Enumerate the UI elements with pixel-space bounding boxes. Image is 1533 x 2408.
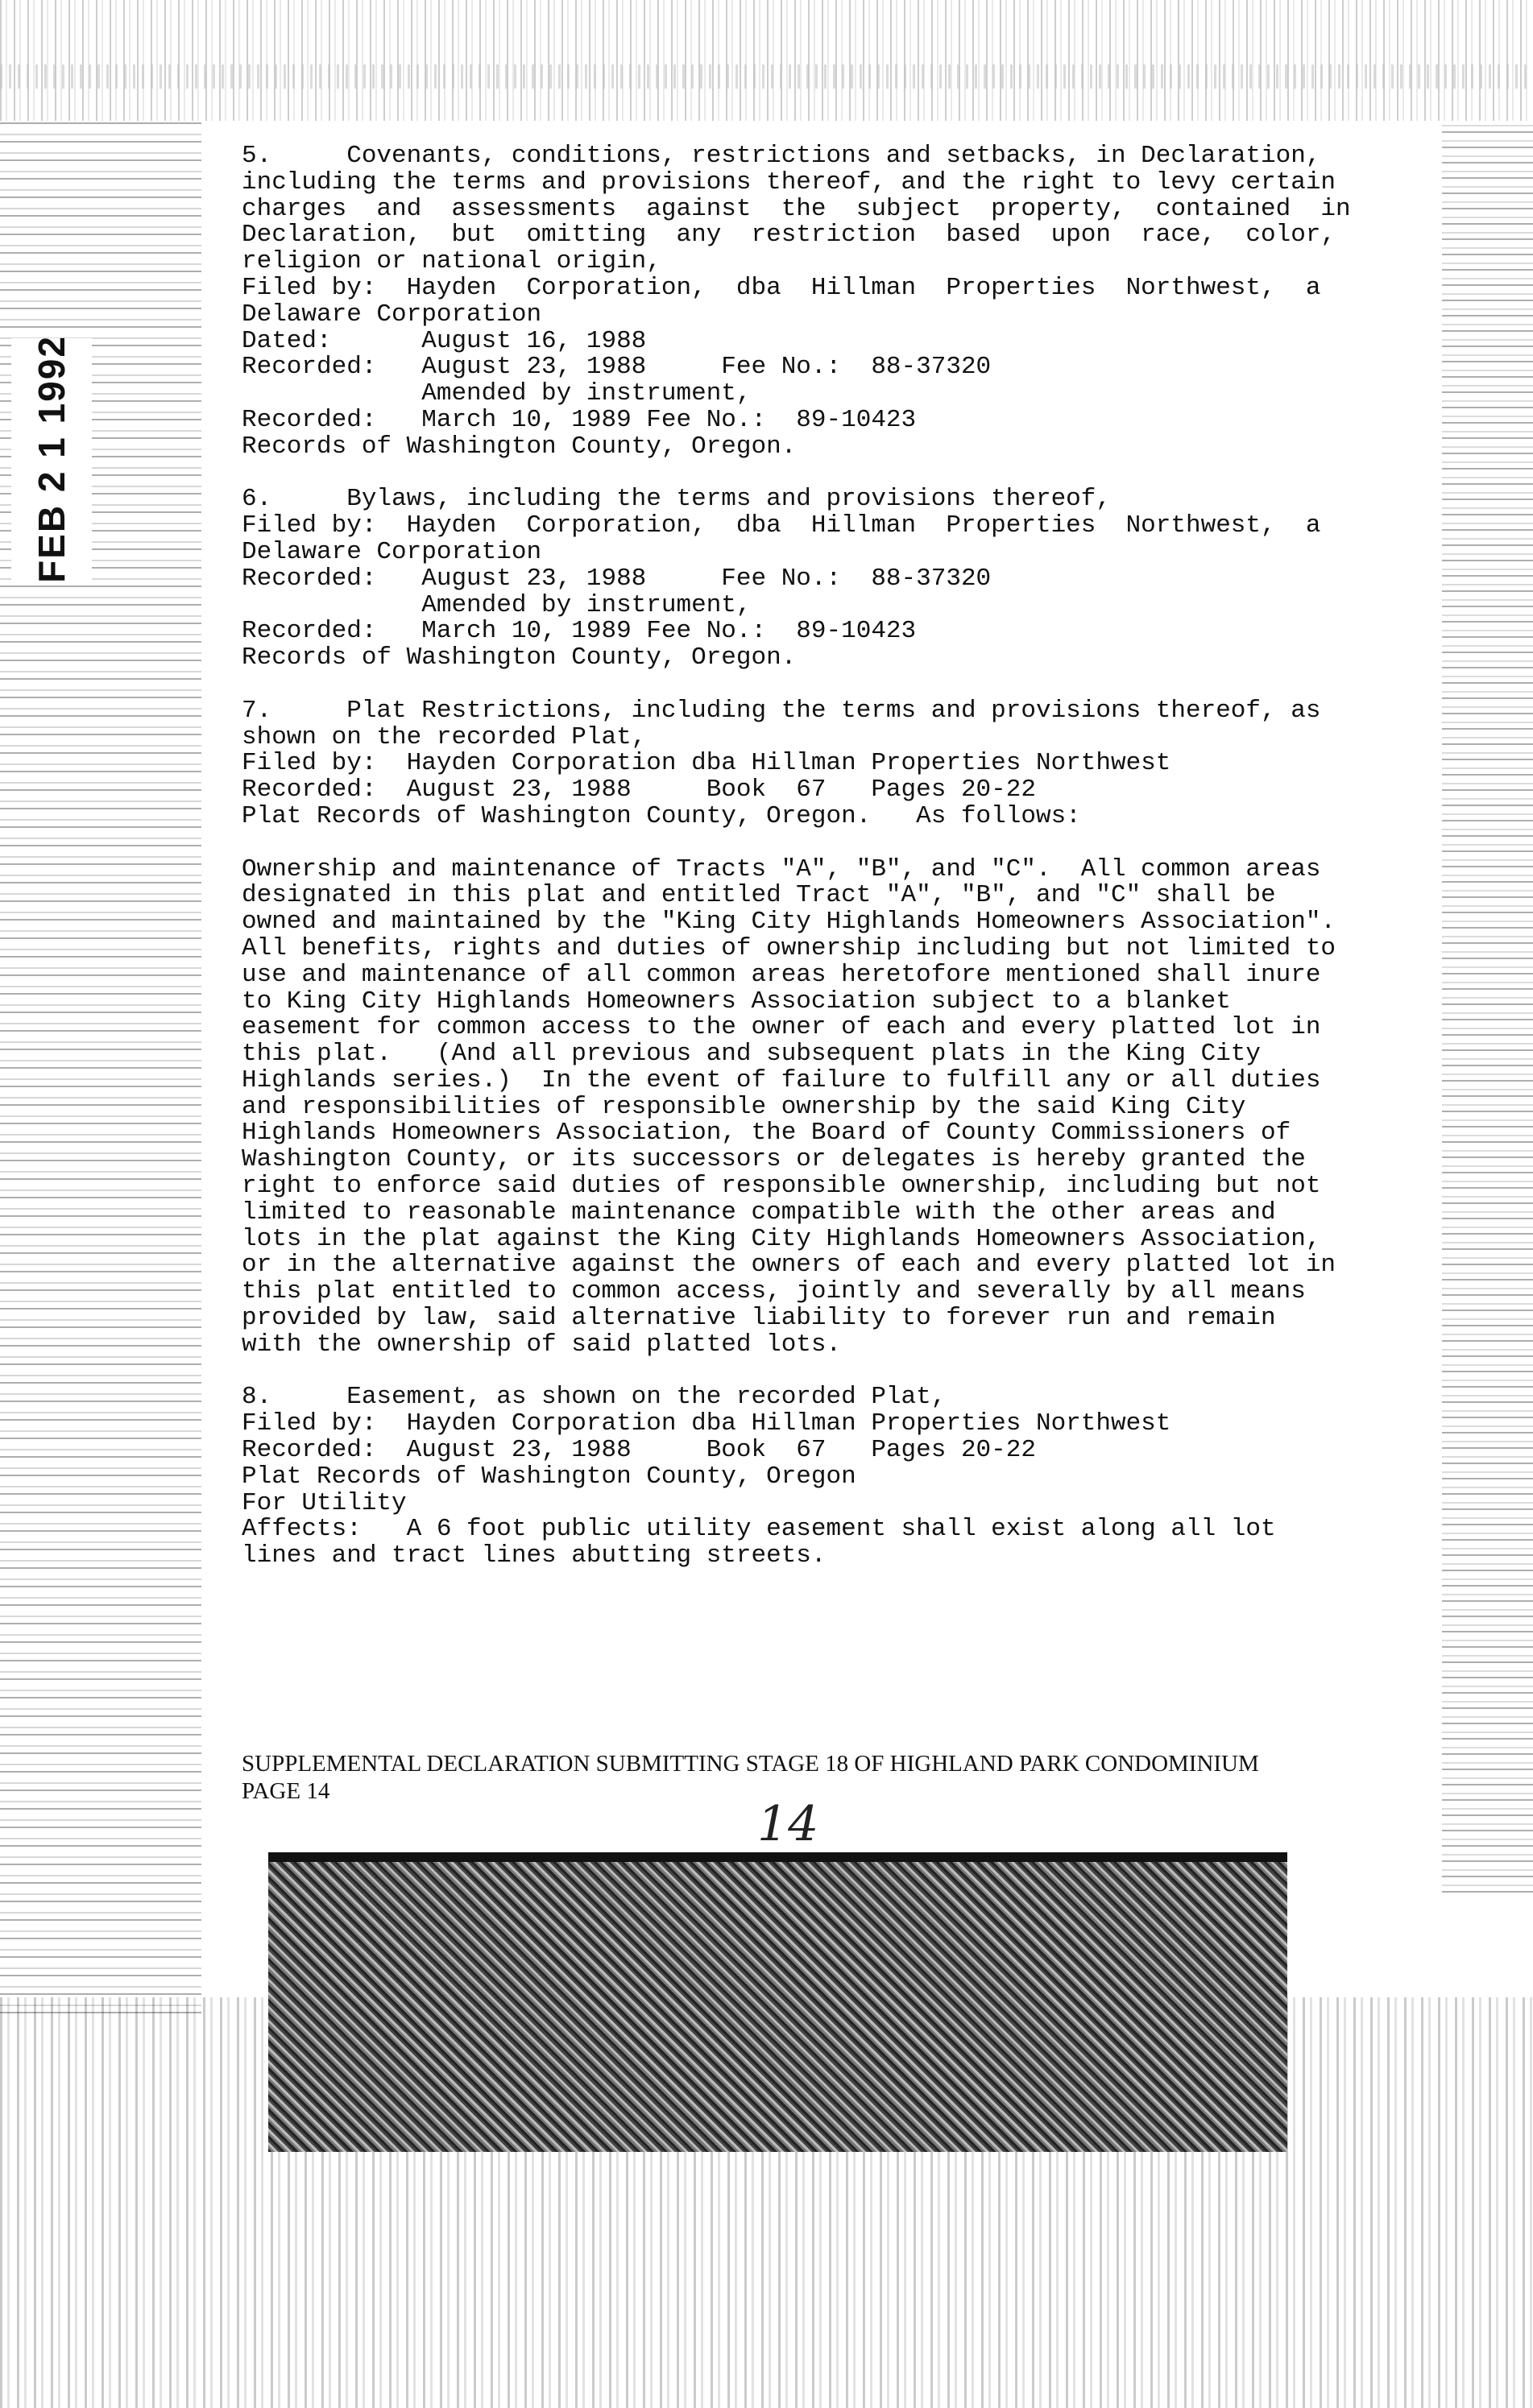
handwritten-page-number: 14	[757, 1796, 819, 1852]
paragraph-gap	[242, 461, 1378, 487]
text-line: or in the alternative against the owners of each and every platted lot in	[242, 1251, 1336, 1280]
text-line: All benefits, rights and duties of ownership including but not limited to	[242, 933, 1336, 962]
text-line: including the terms and provisions thereof, and the right to levy certain	[242, 168, 1336, 197]
paragraph-3	[242, 698, 1378, 830]
text-line: with the ownership of said platted lots.	[242, 1330, 842, 1359]
recording-date-stamp	[11, 335, 92, 583]
text-line: Amended by instrument,	[242, 379, 752, 408]
text-line: Recorded: August 23, 1988 Fee No.: 88-37320	[242, 564, 992, 593]
paragraph-gap	[242, 672, 1378, 698]
text-line: Filed by: Hayden Corporation, dba Hillman Properties Northwest, a	[242, 511, 1321, 540]
document-body	[242, 143, 1378, 1570]
text-line: easement for common access to the owner of each and every platted lot in	[242, 1013, 1321, 1042]
footer-title: SUPPLEMENTAL DECLARATION SUBMITTING STAGE 18 OF HIGHLAND PARK CONDOMINIUM	[242, 1751, 1259, 1777]
text-line: 6. Bylaws, including the terms and provisions thereof,	[242, 485, 1111, 514]
text-line: Filed by: Hayden Corporation dba Hillman Properties Northwest	[242, 749, 1171, 778]
text-line: Plat Records of Washington County, Oregon. As follows:	[242, 801, 1081, 830]
text-line: lines and tract lines abutting streets.	[242, 1541, 827, 1570]
text-line: Recorded: March 10, 1989 Fee No.: 89-10423	[242, 405, 917, 434]
scan-artifact-top	[0, 0, 1533, 121]
text-line: 8. Easement, as shown on the recorded Plat,	[242, 1383, 947, 1412]
text-line: Plat Records of Washington County, Oregon	[242, 1462, 856, 1491]
paragraph-gap	[242, 1359, 1378, 1385]
text-line: shown on the recorded Plat,	[242, 722, 647, 751]
text-line: Recorded: August 23, 1988 Book 67 Pages 20-22	[242, 1436, 1036, 1465]
scan-artifact-right	[1442, 121, 1533, 1893]
scan-noise-block	[268, 1852, 1287, 2152]
text-line: 5. Covenants, conditions, restrictions and setbacks, in Declaration,	[242, 142, 1321, 170]
text-line: use and maintenance of all common areas heretofore mentioned shall inure	[242, 960, 1321, 989]
text-line: Declaration, but omitting any restriction based upon race, color,	[242, 221, 1336, 250]
text-line: Highlands series.) In the event of failure to fulfill any or all duties	[242, 1065, 1321, 1094]
text-line: Washington County, or its successors or delegates is hereby granted the	[242, 1145, 1306, 1174]
text-line: to King City Highlands Homeowners Association subject to a blanket	[242, 987, 1231, 1016]
text-line: Recorded: August 23, 1988 Fee No.: 88-37320	[242, 353, 992, 382]
text-line: Records of Washington County, Oregon.	[242, 432, 797, 461]
text-line: religion or national origin,	[242, 247, 661, 276]
text-line: Delaware Corporation	[242, 537, 542, 566]
text-line: charges and assessments against the subject property, contained in	[242, 194, 1351, 223]
stamp-date-text: FEB 2 1 1992	[31, 335, 73, 583]
paragraph-2	[242, 486, 1378, 672]
text-line: Ownership and maintenance of Tracts "A", "B", and "C". All common areas	[242, 854, 1321, 883]
paragraph-1	[242, 143, 1378, 461]
text-line: owned and maintained by the "King City Highlands Homeowners Association".	[242, 908, 1336, 937]
text-line: Filed by: Hayden Corporation dba Hillman Properties Northwest	[242, 1409, 1171, 1438]
paragraph-4	[242, 854, 1378, 1359]
text-line: designated in this plat and entitled Tract "A", "B", and "C" shall be	[242, 881, 1276, 910]
text-line: Highlands Homeowners Association, the Board of County Commissioners of	[242, 1119, 1291, 1148]
text-line: Delaware Corporation	[242, 300, 542, 329]
footer-page: PAGE 14	[242, 1778, 330, 1804]
text-line: Amended by instrument,	[242, 590, 752, 619]
text-line: provided by law, said alternative liability to forever run and remain	[242, 1304, 1276, 1333]
text-line: and responsibilities of responsible ownership by the said King City	[242, 1092, 1246, 1121]
text-line: this plat. (And all previous and subsequent plats in the King City	[242, 1040, 1262, 1069]
text-line: limited to reasonable maintenance compatible with the other areas and	[242, 1198, 1276, 1227]
text-line: right to enforce said duties of responsible ownership, including but not	[242, 1172, 1321, 1201]
text-line: Dated: August 16, 1988	[242, 326, 647, 355]
text-line: Records of Washington County, Oregon.	[242, 643, 797, 672]
text-line: 7. Plat Restrictions, including the terms and provisions thereof, as	[242, 696, 1321, 725]
text-line: lots in the plat against the King City Highlands Homeowners Association,	[242, 1224, 1321, 1253]
text-line: For Utility	[242, 1488, 407, 1517]
text-line: Recorded: August 23, 1988 Book 67 Pages 20-22	[242, 776, 1036, 805]
paragraph-gap	[242, 830, 1378, 857]
text-line: Affects: A 6 foot public utility easement shall exist along all lot	[242, 1515, 1276, 1544]
text-line: Filed by: Hayden Corporation, dba Hillman Properties Northwest, a	[242, 273, 1321, 302]
paragraph-5	[242, 1384, 1378, 1570]
text-line: Recorded: March 10, 1989 Fee No.: 89-10423	[242, 617, 917, 646]
text-line: this plat entitled to common access, jointly and severally by all means	[242, 1277, 1306, 1306]
